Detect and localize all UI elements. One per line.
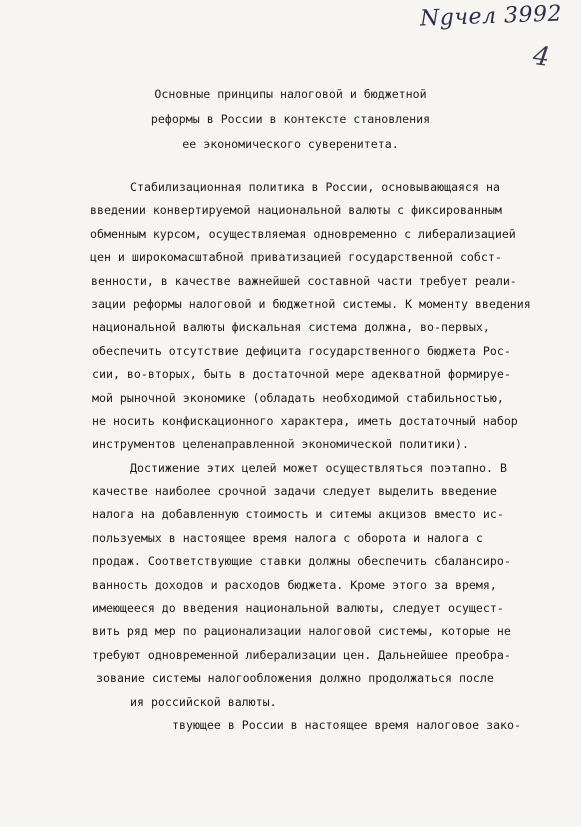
body-line: сии, во-вторых, быть в достаточной мере адекватной формируе- bbox=[92, 367, 511, 382]
body-line: национальной валюты фискальная система должна, во-первых, bbox=[92, 320, 490, 335]
body-line: не носить конфискационного характера, иметь достаточный набор bbox=[92, 413, 518, 428]
body-line: Достижение этих целей может осуществляться поэтапно. В bbox=[130, 460, 507, 475]
body-line: налога на добавленную стоимость и ситемы акцизов вместо ис- bbox=[92, 507, 504, 522]
body-line: ия российской валюты. bbox=[130, 694, 277, 709]
body-line: продаж. Соответствующие ставки должны обеспечить сбалансиро- bbox=[92, 554, 511, 569]
body-line: требуют одновременной либерализации цен. Дальнейшее преобра- bbox=[92, 647, 511, 662]
body-line: имеющееся до введения национальной валюты, следует осущест- bbox=[92, 601, 504, 616]
body-line: введении конвертируемой национальной валюты с фиксированным bbox=[90, 203, 502, 218]
body-line: венности, в качестве важнейшей составной части требует реали- bbox=[91, 273, 517, 288]
body-line: качестве наиболее срочной задачи следует выделить введение bbox=[92, 484, 497, 499]
document-body bbox=[0, 176, 581, 737]
title-line-1: Основные принципы налоговой и бюджетной bbox=[154, 87, 427, 101]
title-line-2: реформы в России в контексте становления bbox=[150, 112, 431, 126]
body-line: ванность доходов и расходов бюджета. Кроме этого за время, bbox=[92, 577, 497, 592]
body-line: обеспечить отсутствие дефицита государственного бюджета Рос- bbox=[92, 343, 511, 358]
body-line: вить ряд мер по рационализации налоговой системы, которые не bbox=[92, 624, 511, 639]
body-line: пользуемых в настоящее время налога с оборота и налога с bbox=[92, 530, 483, 545]
body-line: мой рыночной экономике (обладать необходимой стабильностью, bbox=[92, 390, 504, 405]
title-line-3: ее экономического суверенитета. bbox=[182, 137, 399, 151]
body-line: цен и широкомасштабной приватизацией государственной собст- bbox=[90, 250, 502, 265]
body-line: обменным курсом, осуществляемая одновременно с либерализацией bbox=[90, 226, 516, 241]
archive-handwritten-mark: Ngчел 3992 bbox=[419, 1, 563, 32]
body-line: зации реформы налоговой и бюджетной системы. К моменту введения bbox=[91, 296, 531, 311]
document-title bbox=[0, 82, 581, 157]
body-line: инструментов целенаправленной экономической политики). bbox=[92, 437, 469, 452]
body-line: зование системы налогообложения должно продолжаться после bbox=[96, 671, 494, 686]
margin-handwritten-mark: 4 bbox=[530, 40, 552, 74]
body-line: Стабилизационная политика в России, основывающаяся на bbox=[130, 180, 500, 194]
body-line: твующее в России в настоящее время налоговое зако- bbox=[172, 717, 522, 732]
